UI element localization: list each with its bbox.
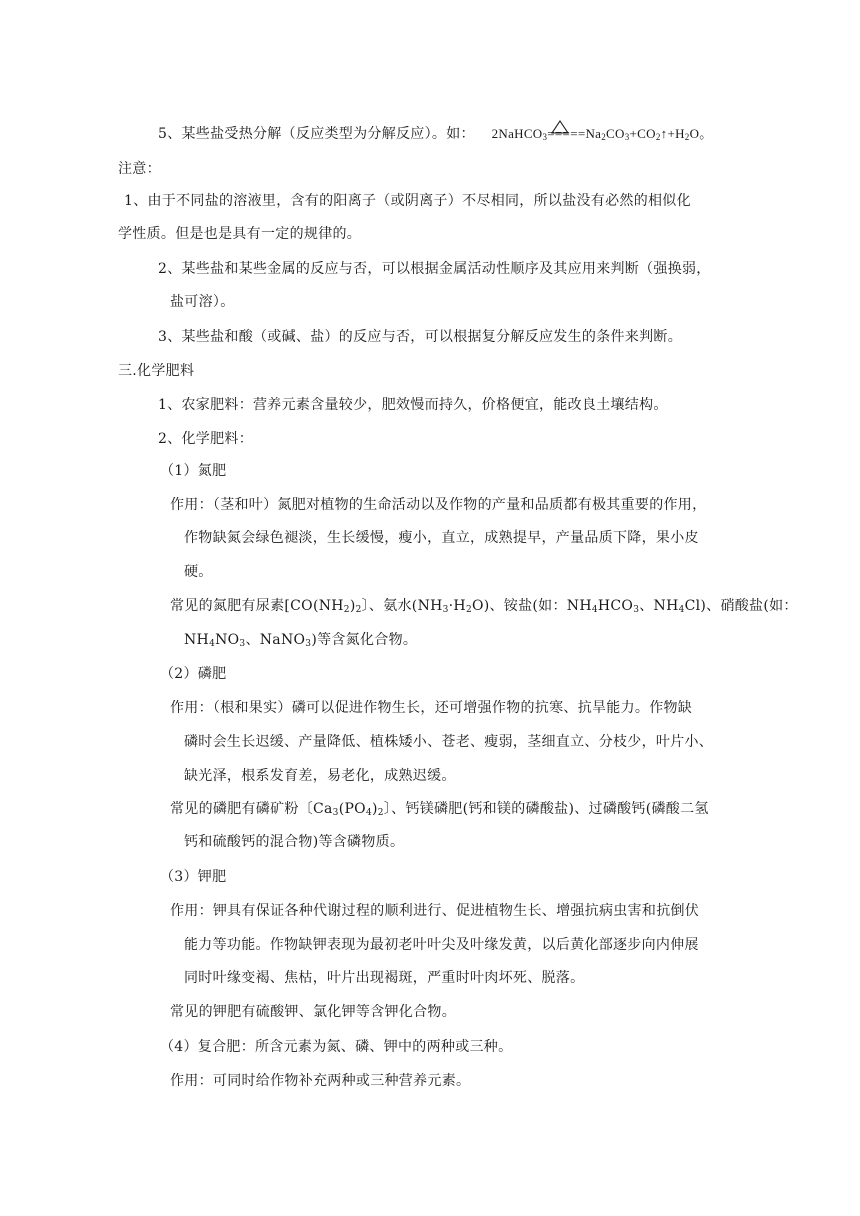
text-run: NO — [215, 632, 240, 648]
nitrogen-use-line2: 作物缺氮会绿色褪淡，生长缓慢，瘦小，直立，成熟提早，产量品质下降，果小皮 — [184, 530, 699, 546]
phosphorus-common-line2: 钙和硫酸钙的混合物)等含磷物质。 — [184, 834, 405, 850]
phosphorus-use-line1: 作用：（根和果实）磷可以促进作物生长，还可增强作物的抗寒、抗旱能力。作物缺 — [170, 700, 693, 716]
phosphorus-common-line1 — [170, 799, 709, 819]
phosphorus-title: （2）磷肥 — [160, 666, 227, 682]
sub: 2 — [355, 605, 362, 615]
nitrogen-title: （1）氮肥 — [160, 463, 227, 479]
note2-line1: 2、某些盐和某些金属的反应与否，可以根据金属活动性顺序及其应用来判断（强换弱， — [158, 261, 711, 277]
compound-use: 作用：可同时给作物补充两种或三种营养元素。 — [170, 1073, 471, 1089]
item5-line — [158, 124, 713, 144]
section3-heading: 三.化学肥料 — [118, 363, 195, 379]
decomposition-equation — [492, 126, 713, 141]
chemical-fertilizer: 2、化学肥料： — [158, 431, 254, 447]
potassium-common: 常见的钾肥有硫酸钾、氯化钾等含钾化合物。 — [170, 1004, 456, 1020]
note1-line2: 学性质。但是也是具有一定的规律的。 — [118, 226, 362, 242]
text-run: 、NaNO — [245, 632, 306, 648]
potassium-use-line2: 能力等功能。作物缺钾表现为最初老叶叶尖及叶缘发黄，以后黄化部逐步向内伸展 — [184, 937, 699, 953]
item5-text: 5、某些盐受热分解（反应类型为分解反应）。如： — [158, 126, 475, 142]
eq-water: +H — [667, 126, 685, 141]
note2-line2: 盐可溶）。 — [170, 294, 235, 310]
phosphorus-use-line3: 缺光泽，根系发育差，易老化，成熟迟缓。 — [184, 768, 456, 784]
phosphorus-use-line2: 磷时会生长迟缓、产量降低、植株矮小、苍老、瘦弱，茎细直立、分枝少，叶片小、 — [184, 734, 714, 750]
text-run: ) — [349, 598, 356, 614]
text-run: 〕、钙镁磷肥(钙和镁的磷酸盐)、过磷酸钙(磷酸二氢 — [383, 801, 709, 817]
text-run: (PO — [338, 801, 366, 817]
eq-product-na: Na — [585, 126, 602, 141]
sub: 2 — [343, 605, 350, 615]
text-run: )等含氮化合物。 — [311, 632, 418, 648]
notes-heading: 注意： — [118, 161, 161, 177]
sub: 3 — [239, 639, 246, 649]
text-run: O)、铵盐(如：NH — [471, 598, 592, 614]
text-run: ) — [372, 801, 378, 817]
potassium-use-line3: 同时叶缘变褐、焦枯，叶片出现褐斑，严重时叶肉坏死、脱落。 — [184, 970, 585, 986]
text-run: Cl)、硝酸盐(如： — [684, 598, 798, 614]
eq-sub: 2 — [684, 132, 690, 142]
nitrogen-common-line2 — [184, 630, 417, 650]
note1-line1: 1、由于不同盐的溶液里，含有的阳离子（或阴离子）不尽相同，所以盐没有必然的相似化 — [124, 193, 691, 209]
text-run: HCO — [597, 598, 634, 614]
potassium-use-line1: 作用：钾具有保证各种代谢过程的顺利进行、促进植物生长、增强抗病虫害和抗倒伏 — [170, 903, 700, 919]
nitrogen-common-line1 — [170, 596, 798, 616]
eq-sub: 2 — [655, 132, 661, 142]
note3: 3、某些盐和酸（或碱、盐）的反应与否，可以根据复分解反应发生的条件来判断。 — [158, 329, 683, 345]
sub: 4 — [678, 605, 685, 615]
sub: 2 — [377, 808, 384, 818]
text-run: NH — [184, 632, 210, 648]
sub: 3 — [332, 808, 339, 818]
sub: 4 — [365, 808, 372, 818]
nitrogen-use-line3: 硬。 — [184, 564, 213, 580]
nitrogen-use-line1: 作用：（茎和叶）氮肥对植物的生命活动以及作物的产量和品质都有极其重要的作用， — [170, 497, 707, 513]
gas-arrow-icon: ↑ — [660, 126, 668, 141]
text-run: 〕、氨水(NH — [361, 598, 443, 614]
sub: 3 — [305, 639, 312, 649]
text-run: ·H — [448, 598, 466, 614]
eq-product-co: CO — [606, 126, 625, 141]
potassium-title: （3）钾肥 — [160, 869, 227, 885]
eq-sub: 2 — [601, 132, 607, 142]
sub: 4 — [209, 639, 216, 649]
farm-manure: 1、农家肥料：营养元素含量较少，肥效慢而持久，价格便宜，能改良土壤结构。 — [158, 397, 668, 413]
sub: 3 — [633, 605, 640, 615]
eq-equals: ===== — [547, 126, 586, 141]
eq-reactant: 2NaHCO — [491, 126, 543, 141]
text-run: 、NH — [639, 598, 679, 614]
eq-sub: 3 — [542, 132, 548, 142]
eq-co2: +CO — [629, 126, 656, 141]
sub: 2 — [465, 605, 472, 615]
sub: 4 — [591, 605, 598, 615]
text-run: 常见的氮肥有尿素[CO(NH — [170, 598, 344, 614]
eq-tail: O。 — [689, 126, 713, 141]
sub: 3 — [442, 605, 449, 615]
compound-title: （4）复合肥：所含元素为氮、磷、钾中的两种或三种。 — [160, 1039, 513, 1055]
text-run: 常见的磷肥有磷矿粉〔Ca — [170, 801, 333, 817]
eq-sub: 3 — [624, 132, 630, 142]
